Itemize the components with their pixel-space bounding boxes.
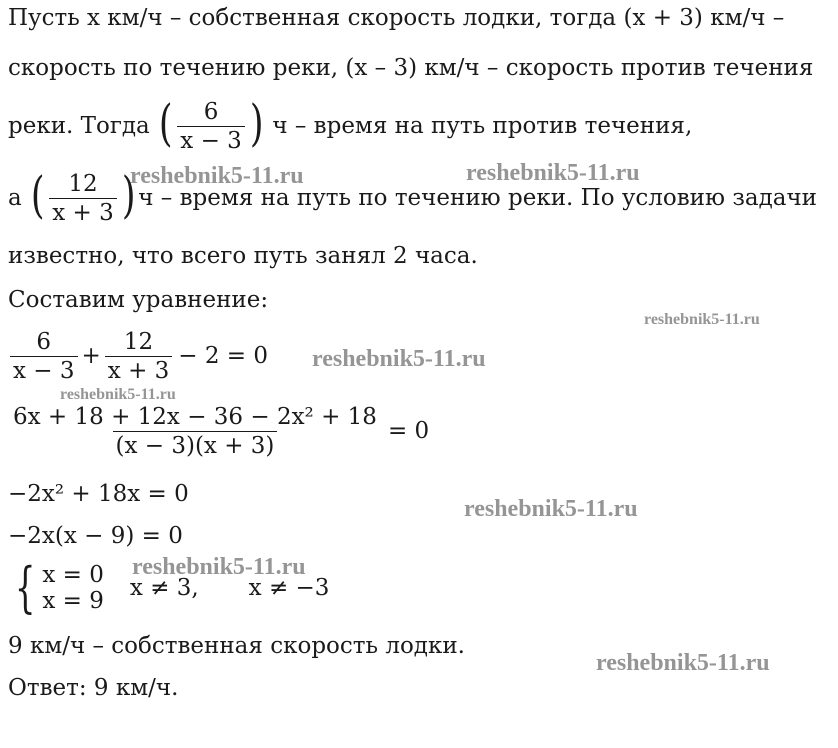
numerator: 12 xyxy=(123,328,154,355)
watermark: reshebnik5-11.ru xyxy=(60,386,176,403)
watermark: reshebnik5-11.ru xyxy=(596,650,770,676)
equation-2-tail: = 0 xyxy=(387,418,430,444)
denominator: x − 3 xyxy=(177,126,245,155)
combined-fraction xyxy=(10,403,380,460)
watermark: reshebnik5-11.ru xyxy=(132,554,306,580)
system-row-1: x = 0 xyxy=(42,562,104,588)
text-line-1: Пусть x км/ч – собственная скорость лодки, тогда (x + 3) км/ч – xyxy=(8,5,785,31)
system-row-2: x = 9 xyxy=(42,588,104,614)
line4-suffix: ч – время на путь по течению реки. По условию задачи xyxy=(138,185,818,211)
denominator: x + 3 xyxy=(105,356,173,385)
equation-2 xyxy=(8,398,429,464)
watermark: reshebnik5-11.ru xyxy=(644,311,760,328)
numerator: 6 xyxy=(203,98,219,125)
line3-suffix: ч – время на путь против течения, xyxy=(272,113,693,139)
equation-4: −2x(x − 9) = 0 xyxy=(8,523,183,549)
equation-3: −2x² + 18x = 0 xyxy=(8,481,189,507)
equation-1-tail: − 2 = 0 xyxy=(178,343,269,369)
numerator: 12 xyxy=(68,170,98,197)
answer-line: Ответ: 9 км/ч. xyxy=(8,675,179,701)
denominator: x − 3 xyxy=(10,356,78,385)
line4-prefix: а xyxy=(8,185,22,211)
left-paren: ( xyxy=(158,94,173,152)
fraction-12-over-x-plus-3 xyxy=(49,170,117,227)
fraction-6-over-x-minus-3 xyxy=(177,98,245,155)
fraction-6-over-x-minus-3 xyxy=(10,328,78,385)
condition-2: x ≠ −3 xyxy=(248,575,330,601)
watermark: reshebnik5-11.ru xyxy=(464,496,638,522)
right-paren: ) xyxy=(121,166,136,224)
condition-1: x ≠ 3, xyxy=(129,575,199,601)
text-line-6: Составим уравнение: xyxy=(8,287,269,313)
denominator: x + 3 xyxy=(49,198,117,227)
fraction-12-over-x-plus-3 xyxy=(105,328,173,385)
system-rows xyxy=(42,562,104,614)
watermark: reshebnik5-11.ru xyxy=(130,163,304,189)
text-line-5: известно, что всего путь занял 2 часа. xyxy=(8,243,478,269)
result-line: 9 км/ч – собственная скорость лодки. xyxy=(8,633,465,659)
left-paren: ( xyxy=(30,166,45,224)
right-paren: ) xyxy=(249,94,264,152)
watermark: reshebnik5-11.ru xyxy=(312,346,486,372)
equation-1 xyxy=(8,324,268,388)
text-line-3 xyxy=(8,94,692,158)
plus-sign: + xyxy=(81,343,101,369)
watermark: reshebnik5-11.ru xyxy=(466,160,640,186)
line3-prefix: реки. Тогда xyxy=(8,113,150,139)
numerator: 6 xyxy=(36,328,52,355)
text-line-2: скорость по течению реки, (x – 3) км/ч – скорость против течения xyxy=(8,55,814,81)
numerator: 6x + 18 + 12x − 36 − 2x² + 18 xyxy=(13,403,377,430)
denominator: (x − 3)(x + 3) xyxy=(113,431,278,460)
left-brace: { xyxy=(14,556,36,619)
